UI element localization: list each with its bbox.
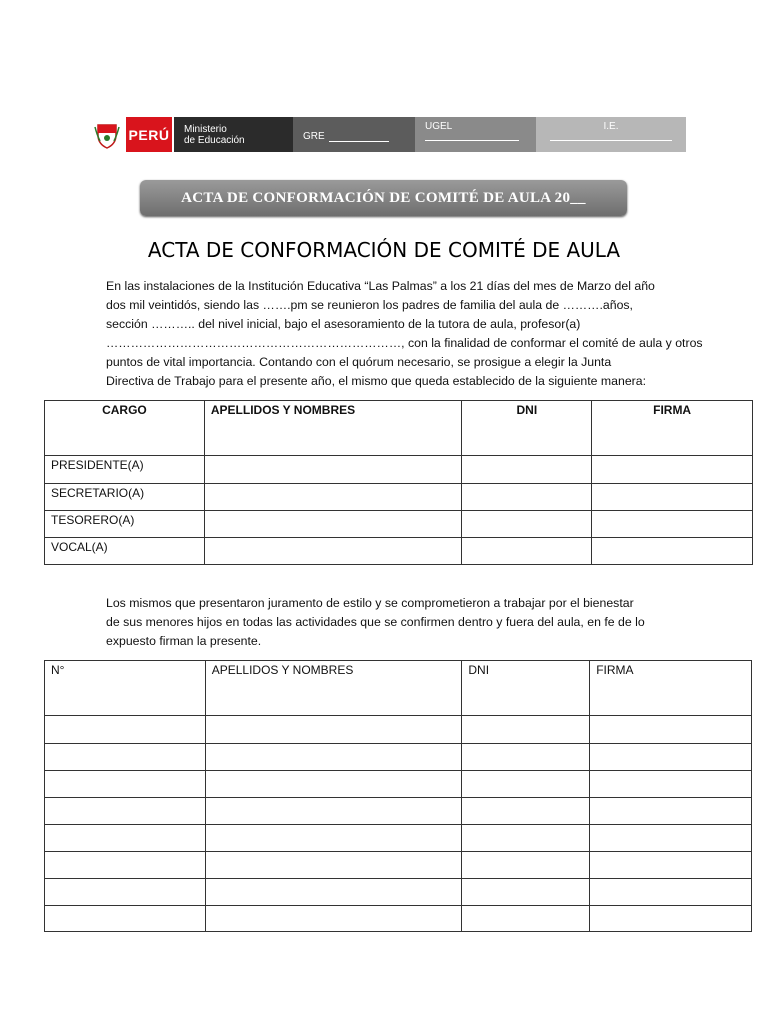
dni-cell[interactable]	[462, 511, 592, 538]
intro-line: dos mil veintidós, siendo las …….pm se reunieron los padres de familia del aula de ……….años,	[106, 298, 633, 312]
title-bar: ACTA DE CONFORMACIÓN DE COMITÉ DE AULA 20__	[140, 180, 627, 216]
cargo-cell: SECRETARIO(A)	[45, 484, 205, 511]
dni-cell[interactable]	[462, 456, 592, 484]
firma-cell[interactable]	[590, 716, 752, 744]
number-cell[interactable]	[45, 798, 206, 825]
oath-paragraph	[106, 594, 666, 651]
header-dni: DNI	[462, 661, 590, 716]
name-cell[interactable]	[205, 906, 462, 932]
table-row	[45, 456, 753, 484]
ministry-line-2: de Educación	[184, 134, 245, 146]
firma-cell[interactable]	[592, 511, 753, 538]
table-row	[45, 716, 752, 744]
name-cell[interactable]	[205, 744, 462, 771]
table-row	[45, 825, 752, 852]
header-banner	[92, 117, 688, 152]
ie-label: I.E.	[603, 121, 619, 132]
header-firma: FIRMA	[592, 401, 753, 456]
table-row	[45, 538, 753, 565]
header-firma: FIRMA	[590, 661, 752, 716]
name-cell[interactable]	[205, 879, 462, 906]
number-cell[interactable]	[45, 879, 206, 906]
intro-line: Directiva de Trabajo para el presente año, el mismo que queda establecido de la siguiente manera:	[106, 374, 647, 388]
ministry-label	[174, 117, 293, 152]
name-cell[interactable]	[204, 456, 462, 484]
committee-table	[44, 400, 753, 565]
dni-cell[interactable]	[462, 744, 590, 771]
dni-cell[interactable]	[462, 538, 592, 565]
dni-cell[interactable]	[462, 771, 590, 798]
table-row	[45, 852, 752, 879]
intro-paragraph	[106, 277, 703, 391]
firma-cell[interactable]	[590, 906, 752, 932]
name-cell[interactable]	[205, 771, 462, 798]
ugel-label: UGEL	[425, 121, 453, 132]
firma-cell[interactable]	[590, 852, 752, 879]
header-dni: DNI	[462, 401, 592, 456]
dni-cell[interactable]	[462, 879, 590, 906]
intro-line: En las instalaciones de la Institución Educativa “Las Palmas” a los 21 días del mes de Marzo del año	[106, 279, 655, 293]
coat-of-arms-icon	[92, 117, 122, 152]
name-cell[interactable]	[205, 716, 462, 744]
number-cell[interactable]	[45, 852, 206, 879]
page-title: ACTA DE CONFORMACIÓN DE COMITÉ DE AULA	[147, 238, 621, 262]
header-cargo: CARGO	[45, 401, 205, 456]
ugel-blank	[425, 140, 519, 141]
firma-cell[interactable]	[592, 538, 753, 565]
intro-line: ………………………………………………………………, con la finalidad de conformar el comité de aula y otros	[106, 336, 703, 350]
cargo-cell: TESORERO(A)	[45, 511, 205, 538]
oath-line: de sus menores hijos en todas las actividades que se confirmen dentro y fuera del aula, en fe de lo	[106, 615, 645, 629]
number-cell[interactable]	[45, 771, 206, 798]
dni-cell[interactable]	[462, 798, 590, 825]
name-cell[interactable]	[204, 511, 462, 538]
table-row	[45, 906, 752, 932]
name-cell[interactable]	[205, 798, 462, 825]
table-row	[45, 879, 752, 906]
firma-cell[interactable]	[590, 879, 752, 906]
table-row	[45, 744, 752, 771]
firma-cell[interactable]	[592, 456, 753, 484]
name-cell[interactable]	[205, 825, 462, 852]
table-row	[45, 511, 753, 538]
ugel-field	[415, 117, 536, 152]
number-cell[interactable]	[45, 716, 206, 744]
firma-cell[interactable]	[590, 771, 752, 798]
dni-cell[interactable]	[462, 716, 590, 744]
firma-cell[interactable]	[590, 798, 752, 825]
oath-line: Los mismos que presentaron juramento de estilo y se comprometieron a trabajar por el bienestar	[106, 596, 634, 610]
name-cell[interactable]	[205, 852, 462, 879]
ministry-line-1: Ministerio	[184, 123, 227, 135]
number-cell[interactable]	[45, 906, 206, 932]
peru-label: PERÚ	[126, 117, 172, 152]
header-number: N°	[45, 661, 206, 716]
ie-blank	[550, 140, 672, 141]
cargo-cell: PRESIDENTE(A)	[45, 456, 205, 484]
firma-cell[interactable]	[590, 825, 752, 852]
table-row	[45, 484, 753, 511]
intro-line: sección ……….. del nivel inicial, bajo el asesoramiento de la tutora de aula, profesor(a)	[106, 317, 581, 331]
table-header-row	[45, 401, 753, 456]
cargo-cell: VOCAL(A)	[45, 538, 205, 565]
gre-label: GRE	[303, 131, 325, 142]
dni-cell[interactable]	[462, 825, 590, 852]
dni-cell[interactable]	[462, 484, 592, 511]
signatures-table	[44, 660, 752, 932]
table-row	[45, 798, 752, 825]
name-cell[interactable]	[204, 484, 462, 511]
gre-field	[293, 117, 415, 152]
dni-cell[interactable]	[462, 852, 590, 879]
intro-line: puntos de vital importancia. Contando con el quórum necesario, se prosigue a elegir la Junta	[106, 355, 612, 369]
gre-blank	[329, 141, 389, 142]
table-row	[45, 771, 752, 798]
ie-field	[536, 117, 686, 152]
number-cell[interactable]	[45, 825, 206, 852]
dni-cell[interactable]	[462, 906, 590, 932]
oath-line: expuesto firman la presente.	[106, 634, 262, 648]
name-cell[interactable]	[204, 538, 462, 565]
table-header-row	[45, 661, 752, 716]
firma-cell[interactable]	[592, 484, 753, 511]
firma-cell[interactable]	[590, 744, 752, 771]
header-apellidos: APELLIDOS Y NOMBRES	[204, 401, 462, 456]
header-apellidos: APELLIDOS Y NOMBRES	[205, 661, 462, 716]
number-cell[interactable]	[45, 744, 206, 771]
